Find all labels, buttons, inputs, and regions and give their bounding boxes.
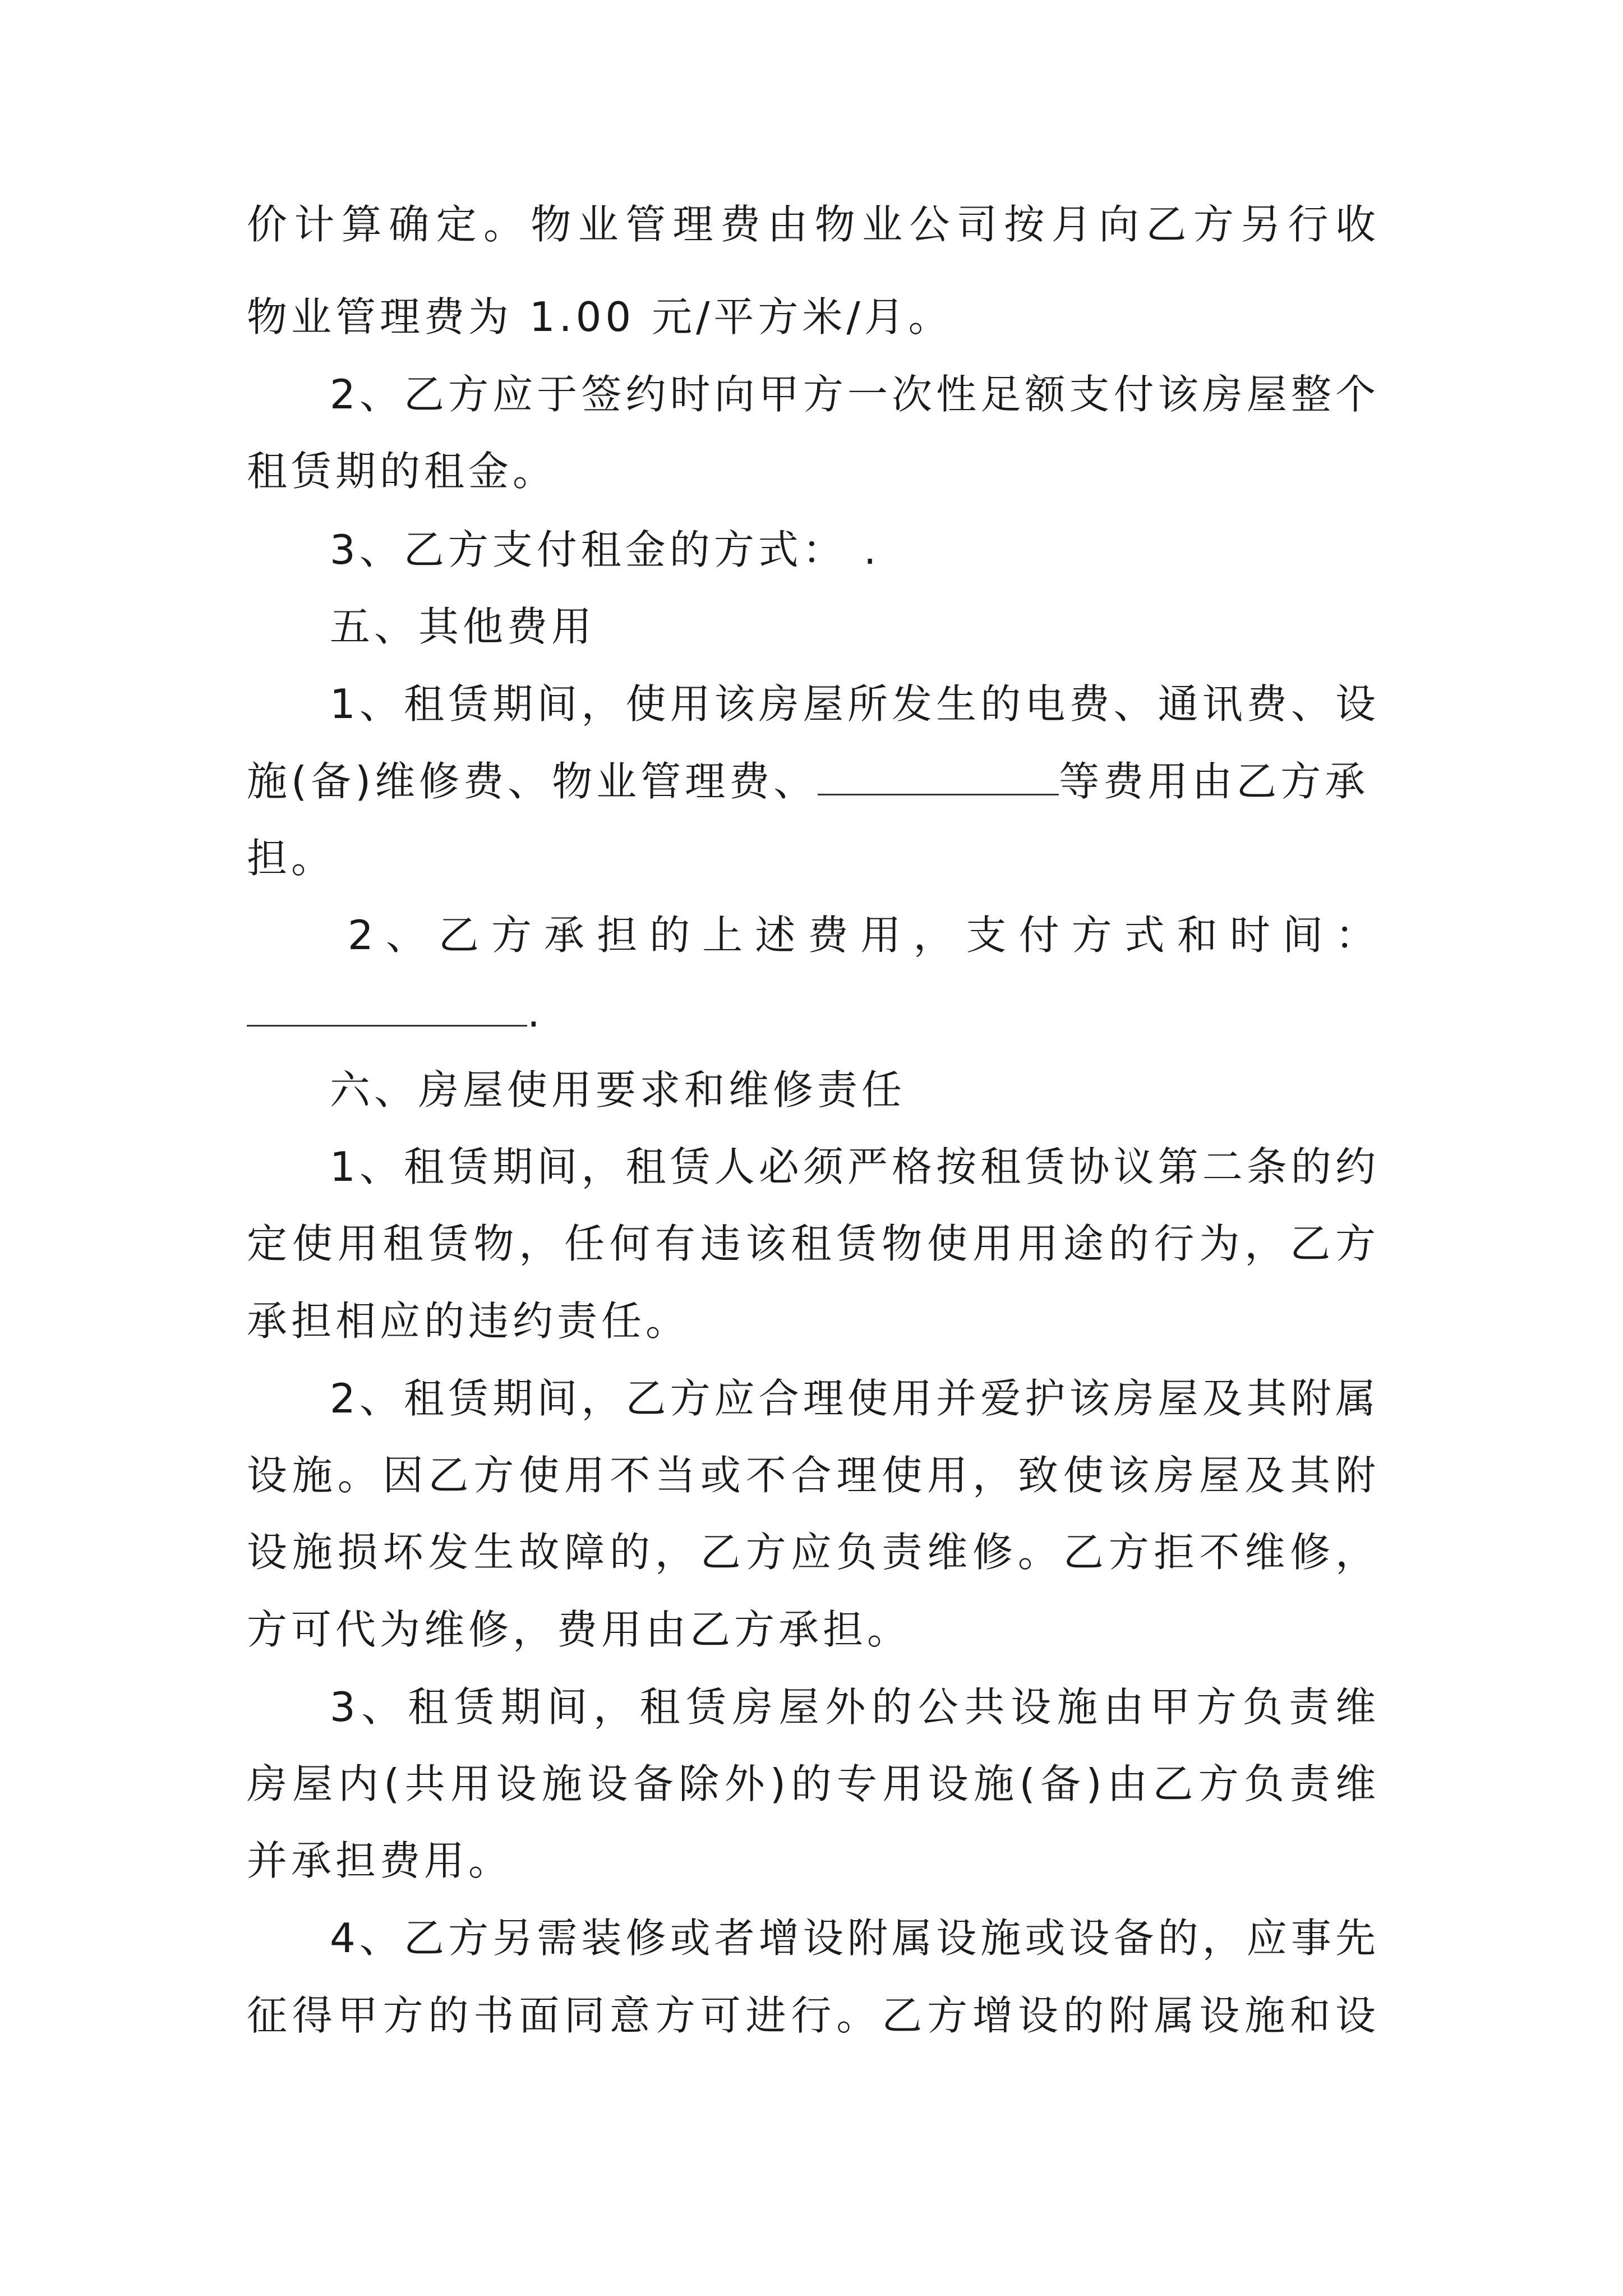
text-segment: 施(备)维修费、物业管理费、 <box>247 758 818 805</box>
text-segment: 等费用由乙方承 <box>1059 758 1370 805</box>
text-line: 4、乙方另需装修或者增设附属设施或设备的，应事先 <box>330 1915 1380 1962</box>
text-line <box>247 982 1380 1043</box>
text-line: 2、乙方应于签约时向甲方一次性足额支付该房屋整个 <box>330 371 1380 418</box>
text-line: 物业管理费为 1.00 元/平方米/月。 <box>247 293 953 341</box>
text-line: 2、乙方承担的上述费用，支付方式和时间： <box>348 912 1380 959</box>
text-line: 3、乙方支付租金的方式： . <box>330 526 880 573</box>
text-line: 价计算确定。物业管理费由物业公司按月向乙方另行收 <box>247 201 1380 248</box>
text-line <box>247 751 1380 812</box>
text-line: 房屋内(共用设施设备除外)的专用设施(备)由乙方负责维 <box>247 1760 1380 1807</box>
text-line: 定使用租赁物，任何有违该租赁物使用用途的行为，乙方 <box>247 1220 1380 1267</box>
text-segment: . <box>527 989 544 1036</box>
text-line: 设施损坏发生故障的，乙方应负责维修。乙方拒不维修， <box>247 1529 1380 1576</box>
text-line: 征得甲方的书面同意方可进行。乙方增设的附属设施和设 <box>247 1992 1380 2039</box>
text-line: 承担相应的违约责任。 <box>247 1297 690 1345</box>
text-line: 担。 <box>247 835 336 882</box>
text-line: 方可代为维修，费用由乙方承担。 <box>247 1606 912 1653</box>
text-line: 3、租赁期间，租赁房屋外的公共设施由甲方负责维 <box>330 1683 1380 1731</box>
section-heading: 五、其他费用 <box>330 603 596 650</box>
text-line: 1、租赁期间，租赁人必须严格按租赁协议第二条的约 <box>330 1143 1380 1190</box>
text-line: 2、租赁期间，乙方应合理使用并爱护该房屋及其附属 <box>330 1375 1380 1422</box>
text-line: 设施。因乙方使用不当或不合理使用，致使该房屋及其附 <box>247 1452 1380 1499</box>
text-line: 1、租赁期间，使用该房屋所发生的电费、通讯费、设 <box>330 680 1380 728</box>
fill-in-blank <box>818 760 1059 795</box>
text-line: 租赁期的租金。 <box>247 448 557 495</box>
text-line: 并承担费用。 <box>247 1837 513 1884</box>
section-heading: 六、房屋使用要求和维修责任 <box>330 1066 906 1114</box>
fill-in-blank <box>247 991 527 1027</box>
